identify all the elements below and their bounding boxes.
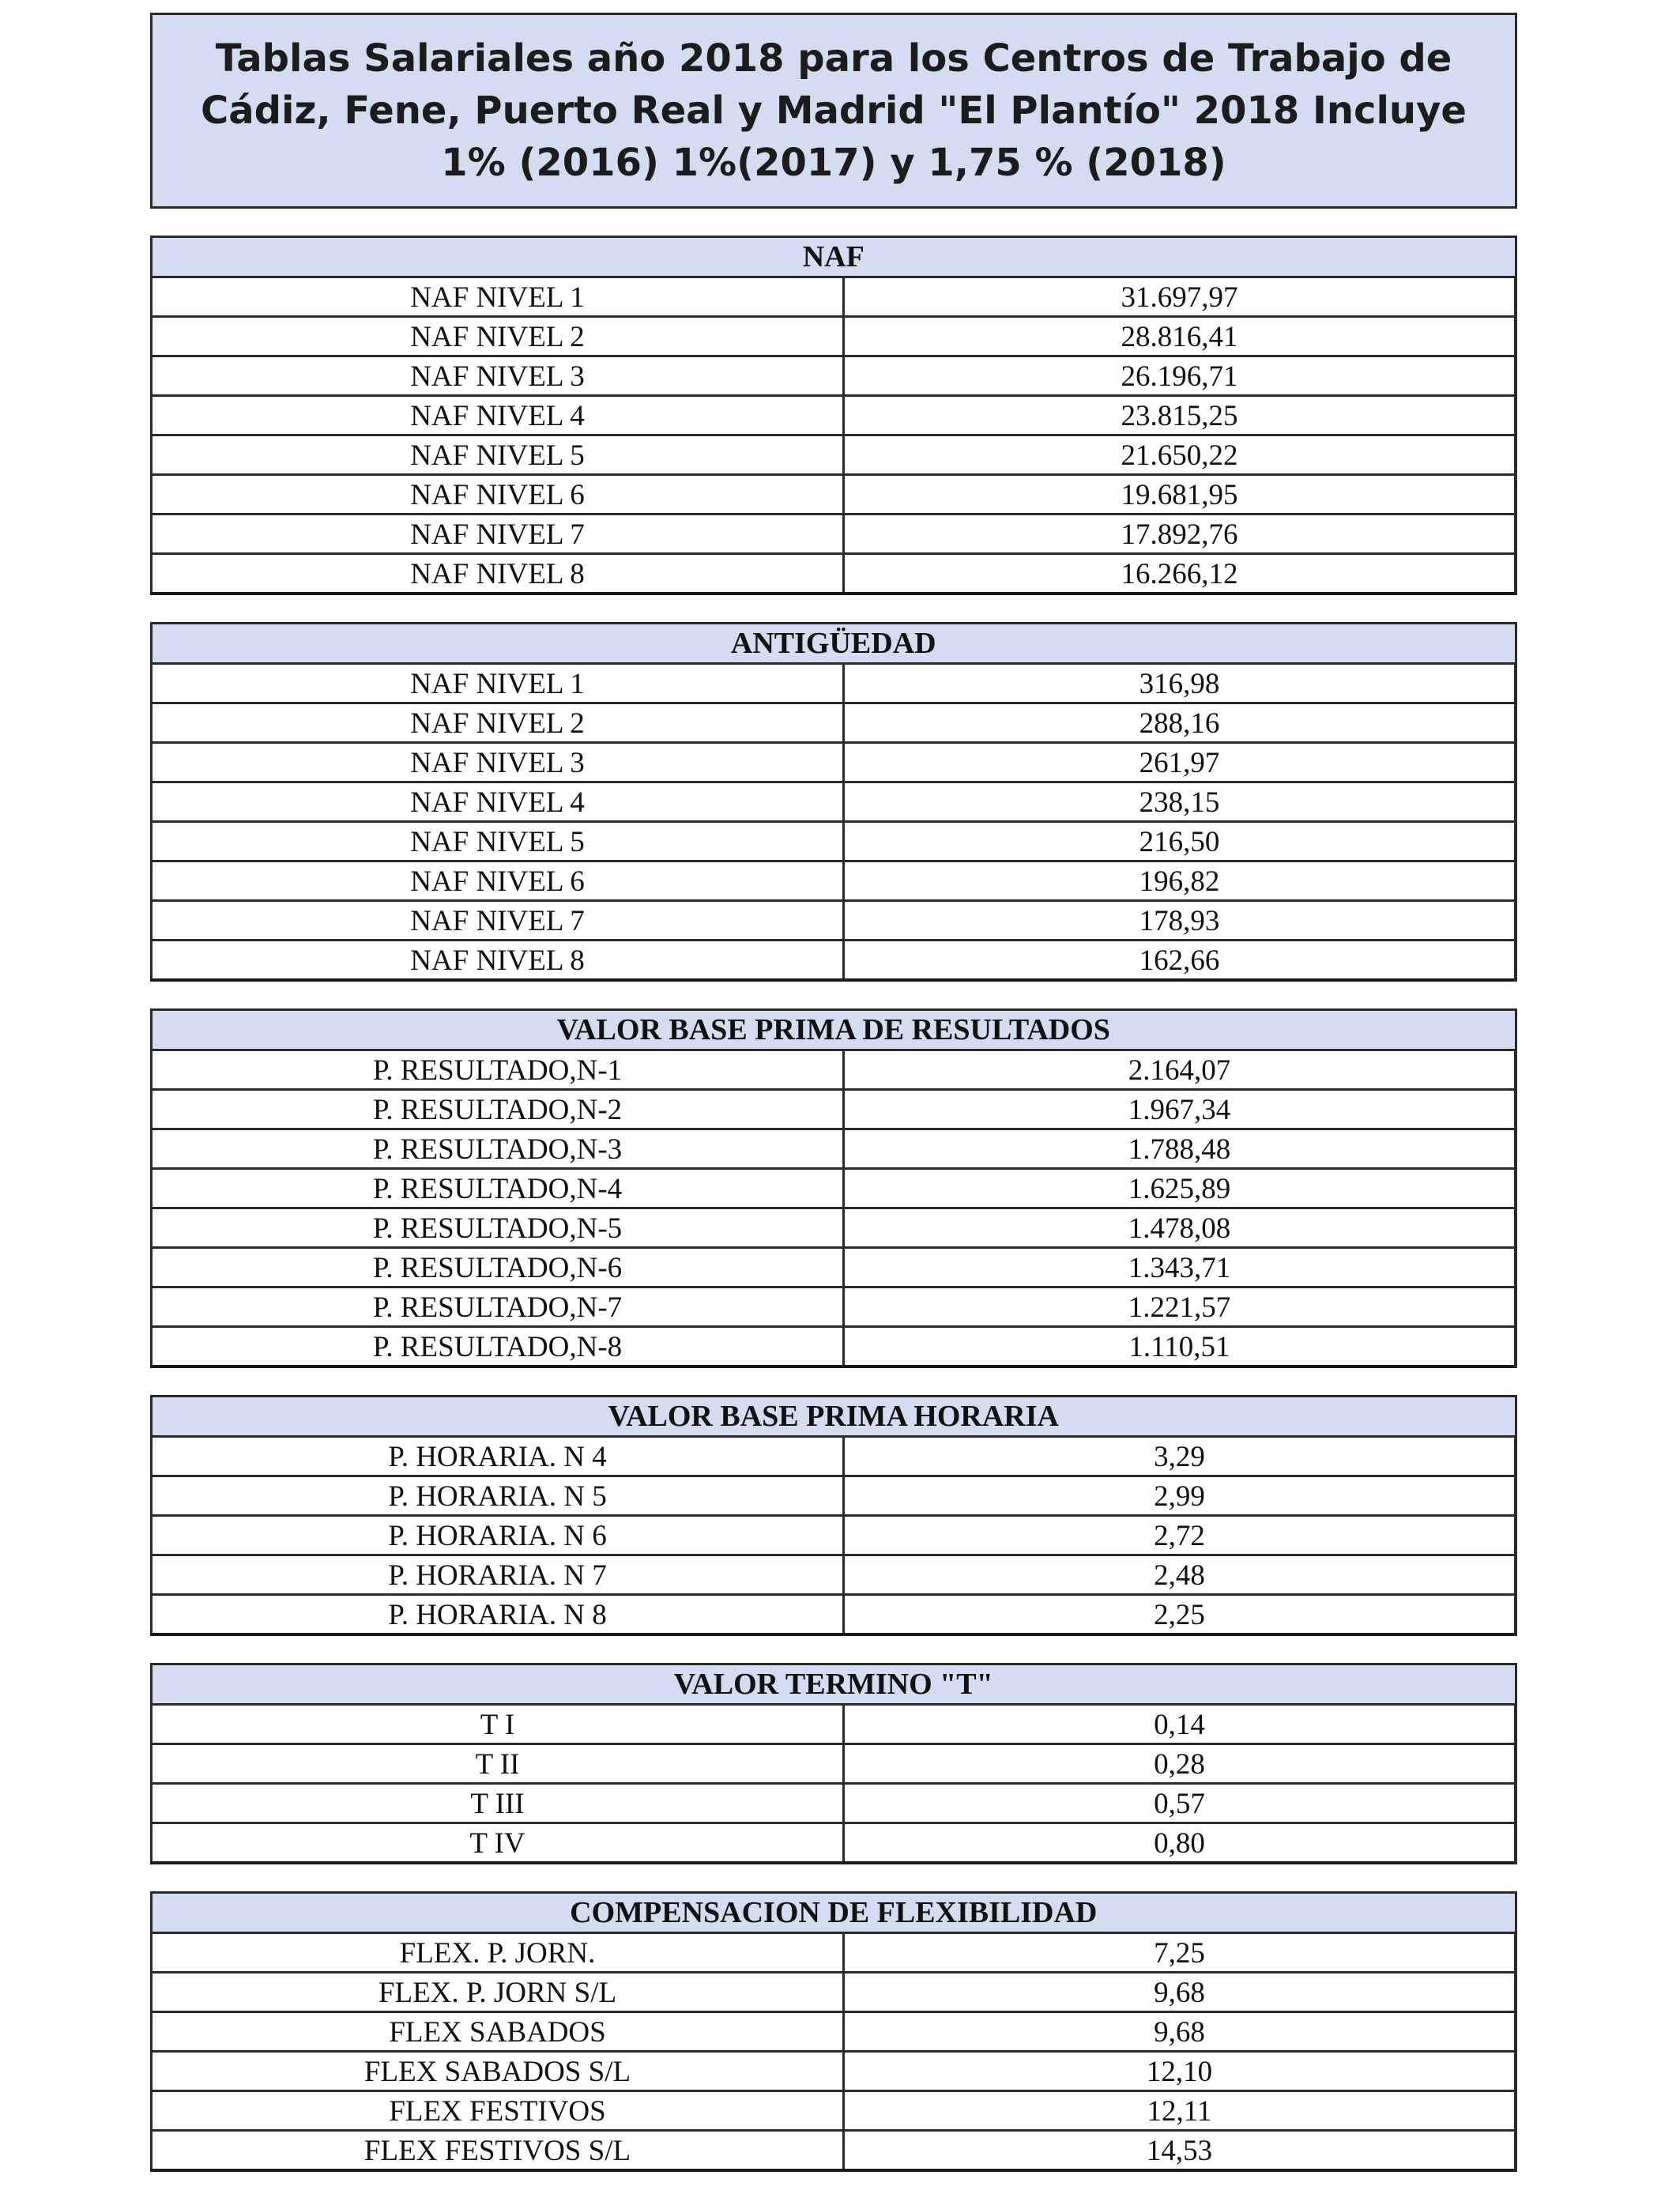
table-row [152, 1555, 1516, 1595]
section-table [150, 236, 1517, 595]
table-row [152, 554, 1516, 594]
row-label: P. RESULTADO,N-8 [152, 1327, 844, 1367]
row-value: 1.221,57 [844, 1287, 1516, 1327]
row-label: NAF NIVEL 8 [152, 941, 844, 981]
row-value: 0,28 [844, 1744, 1516, 1784]
row-label: NAF NIVEL 7 [152, 515, 844, 554]
section-header-row [152, 624, 1516, 664]
table-row [152, 941, 1516, 981]
table-row [152, 1784, 1516, 1823]
row-label: T III [152, 1784, 844, 1823]
row-label: P. HORARIA. N 8 [152, 1595, 844, 1635]
section-header-row [152, 1893, 1516, 1933]
section-header-row [152, 1010, 1516, 1050]
table-row [152, 1516, 1516, 1555]
row-value: 7,25 [844, 1933, 1516, 1973]
section-header-row [152, 1664, 1516, 1705]
section-heading: NAF [152, 237, 1516, 277]
page-title: Tablas Salariales año 2018 para los Centros de Trabajo de Cádiz, Fene, Puerto Real y Madrid "El Plantío" 2018 Incluye 1% (2016) 1%(2017) y 1,75 % (2018) [201, 36, 1467, 185]
table-row [152, 356, 1516, 396]
table-row [152, 901, 1516, 941]
row-value: 1.343,71 [844, 1248, 1516, 1287]
row-label: P. RESULTADO,N-6 [152, 1248, 844, 1287]
row-label: NAF NIVEL 1 [152, 277, 844, 317]
salary-sheet [150, 13, 1517, 2172]
row-value: 178,93 [844, 901, 1516, 941]
table-row [152, 1823, 1516, 1864]
row-label: NAF NIVEL 4 [152, 396, 844, 435]
row-label: NAF NIVEL 3 [152, 356, 844, 396]
table-row [152, 1169, 1516, 1208]
section-header-row [152, 237, 1516, 277]
table-row [152, 1327, 1516, 1367]
row-label: NAF NIVEL 4 [152, 782, 844, 822]
title-box [150, 13, 1517, 209]
row-value: 238,15 [844, 782, 1516, 822]
table-row [152, 664, 1516, 703]
table-row [152, 2052, 1516, 2091]
row-label: FLEX FESTIVOS [152, 2091, 844, 2131]
table-row [152, 317, 1516, 356]
section-table [150, 1891, 1517, 2172]
table-row [152, 782, 1516, 822]
row-value: 12,11 [844, 2091, 1516, 2131]
row-label: NAF NIVEL 7 [152, 901, 844, 941]
table-row [152, 1208, 1516, 1248]
table-row [152, 515, 1516, 554]
row-label: P. RESULTADO,N-7 [152, 1287, 844, 1327]
table-row [152, 396, 1516, 435]
table-row [152, 1248, 1516, 1287]
table-row [152, 2091, 1516, 2131]
section-table [150, 622, 1517, 982]
section-heading: ANTIGÜEDAD [152, 624, 1516, 664]
row-value: 316,98 [844, 664, 1516, 703]
table-row [152, 1933, 1516, 1973]
row-value: 28.816,41 [844, 317, 1516, 356]
row-label: NAF NIVEL 2 [152, 317, 844, 356]
row-label: FLEX. P. JORN S/L [152, 1973, 844, 2012]
section-table [150, 1395, 1517, 1636]
table-row [152, 1287, 1516, 1327]
section-table [150, 1008, 1517, 1368]
row-label: T II [152, 1744, 844, 1784]
row-label: NAF NIVEL 6 [152, 861, 844, 901]
row-value: 0,80 [844, 1823, 1516, 1864]
row-value: 1.788,48 [844, 1129, 1516, 1169]
row-label: NAF NIVEL 3 [152, 743, 844, 782]
row-value: 9,68 [844, 1973, 1516, 2012]
row-label: T I [152, 1705, 844, 1744]
row-value: 2,48 [844, 1555, 1516, 1595]
row-label: P. HORARIA. N 7 [152, 1555, 844, 1595]
row-value: 288,16 [844, 703, 1516, 743]
section-heading: VALOR BASE PRIMA DE RESULTADOS [152, 1010, 1516, 1050]
row-label: NAF NIVEL 2 [152, 703, 844, 743]
table-row [152, 435, 1516, 475]
table-row [152, 277, 1516, 317]
table-row [152, 1437, 1516, 1476]
row-label: P. RESULTADO,N-4 [152, 1169, 844, 1208]
table-row [152, 861, 1516, 901]
row-value: 2,25 [844, 1595, 1516, 1635]
row-label: NAF NIVEL 5 [152, 435, 844, 475]
row-label: P. HORARIA. N 6 [152, 1516, 844, 1555]
table-row [152, 822, 1516, 861]
row-label: FLEX SABADOS S/L [152, 2052, 844, 2091]
table-row [152, 475, 1516, 515]
table-row [152, 743, 1516, 782]
table-row [152, 1973, 1516, 2012]
table-row [152, 2012, 1516, 2052]
row-value: 1.625,89 [844, 1169, 1516, 1208]
section-header-row [152, 1397, 1516, 1437]
row-value: 196,82 [844, 861, 1516, 901]
table-row [152, 1129, 1516, 1169]
table-row [152, 703, 1516, 743]
row-label: FLEX SABADOS [152, 2012, 844, 2052]
row-label: P. RESULTADO,N-5 [152, 1208, 844, 1248]
row-label: FLEX FESTIVOS S/L [152, 2131, 844, 2171]
table-row [152, 1050, 1516, 1090]
row-value: 9,68 [844, 2012, 1516, 2052]
row-label: NAF NIVEL 6 [152, 475, 844, 515]
row-label: T IV [152, 1823, 844, 1864]
row-label: P. RESULTADO,N-1 [152, 1050, 844, 1090]
row-value: 2,72 [844, 1516, 1516, 1555]
row-value: 17.892,76 [844, 515, 1516, 554]
row-value: 21.650,22 [844, 435, 1516, 475]
row-label: P. RESULTADO,N-2 [152, 1090, 844, 1129]
row-value: 23.815,25 [844, 396, 1516, 435]
table-row [152, 2131, 1516, 2171]
table-row [152, 1595, 1516, 1635]
row-value: 14,53 [844, 2131, 1516, 2171]
row-label: NAF NIVEL 1 [152, 664, 844, 703]
row-value: 261,97 [844, 743, 1516, 782]
table-row [152, 1744, 1516, 1784]
row-value: 26.196,71 [844, 356, 1516, 396]
table-row [152, 1705, 1516, 1744]
row-value: 216,50 [844, 822, 1516, 861]
row-value: 1.478,08 [844, 1208, 1516, 1248]
row-value: 1.110,51 [844, 1327, 1516, 1367]
row-value: 19.681,95 [844, 475, 1516, 515]
table-row [152, 1090, 1516, 1129]
row-value: 162,66 [844, 941, 1516, 981]
row-value: 0,14 [844, 1705, 1516, 1744]
row-label: P. RESULTADO,N-3 [152, 1129, 844, 1169]
section-heading: COMPENSACION DE FLEXIBILIDAD [152, 1893, 1516, 1933]
row-value: 2,99 [844, 1476, 1516, 1516]
row-value: 3,29 [844, 1437, 1516, 1476]
section-heading: VALOR TERMINO "T" [152, 1664, 1516, 1705]
section-heading: VALOR BASE PRIMA HORARIA [152, 1397, 1516, 1437]
row-value: 31.697,97 [844, 277, 1516, 317]
row-value: 16.266,12 [844, 554, 1516, 594]
row-value: 2.164,07 [844, 1050, 1516, 1090]
row-label: P. HORARIA. N 5 [152, 1476, 844, 1516]
row-value: 12,10 [844, 2052, 1516, 2091]
row-value: 0,57 [844, 1784, 1516, 1823]
table-row [152, 1476, 1516, 1516]
row-label: NAF NIVEL 8 [152, 554, 844, 594]
row-label: NAF NIVEL 5 [152, 822, 844, 861]
section-table [150, 1663, 1517, 1864]
row-value: 1.967,34 [844, 1090, 1516, 1129]
row-label: P. HORARIA. N 4 [152, 1437, 844, 1476]
sections-container [150, 236, 1517, 2172]
row-label: FLEX. P. JORN. [152, 1933, 844, 1973]
